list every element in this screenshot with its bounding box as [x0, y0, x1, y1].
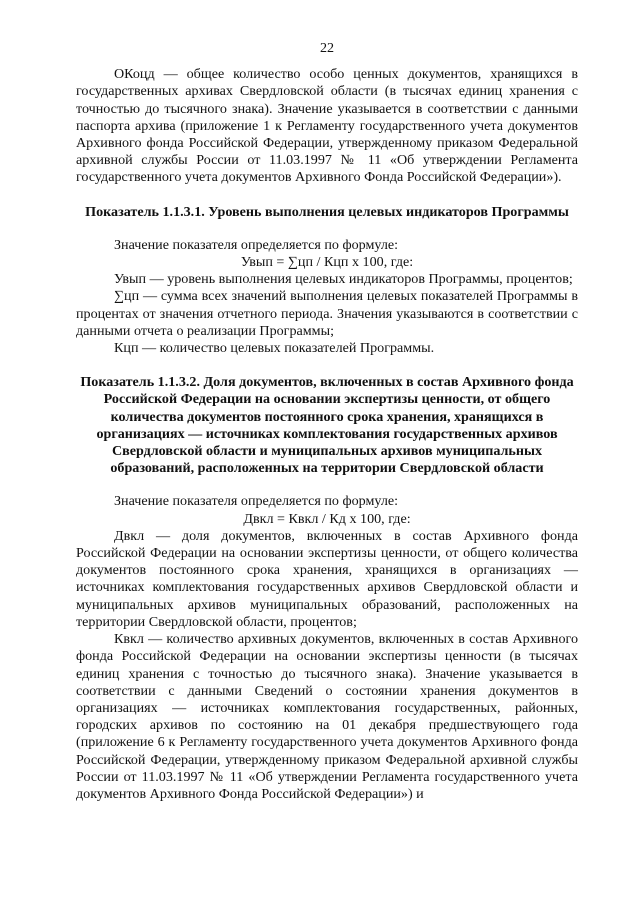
page-number: 22	[319, 40, 335, 56]
okocd-definition: ОКоцд — общее количество особо ценных документов, хранящихся в государственных архивах Свердловской области (в тысячах единиц хранения с точностью до тысячного знака). Значение указывается в соответствии с данными паспорта архива (приложение 1 к Регламенту государственного учета документов Архивного фонда Российской Федерации, утвержденному приказом Федеральной архивной службы России от 11.03.1997 № 11 «Об утверждении Регламента государственного учета документов Архивного Фонда Российской Федерации»).	[76, 66, 578, 186]
definition-dvkl: Двкл — доля документов, включенных в состав Архивного фонда Российской Федерации на основании экспертизы ценности, от общего количества документов постоянного срока хранения, хранящихся в организациях — источниках комплектования государственных архивов Свердловской области и муниципальных архивов муниципальных образований, расположенных на территории Свердловской области, процентов;	[76, 527, 578, 630]
formula-intro-2: Значение показателя определяется по формуле:	[114, 493, 399, 510]
definition-kvkl: Квкл — количество архивных документов, включенных в состав Архивного фонда Российской Федерации на основании экспертизы ценности (в тысячах единиц хранения с точностью до тысячного знака). Значение указывается в соответствии с данными Сведений о состоянии хранения документов в организациях — источниках комплектования государственных, районных, городских архивов по состоянию на 01 декабря предшествующего года (приложение 6 к Регламенту государственного учета документов Архивного фонда Российской Федерации, утвержденному приказом Федеральной архивной службы России от 11.03.1997 № 11 «Об утверждении Регламента государственного учета документов Архивного Фонда Российской Федерации») и	[76, 631, 578, 802]
definition-sum-cp: ∑цп — сумма всех значений выполнения целевых показателей Программы в процентах от значения отчетного периода. Значения указываются в соответствии с данными отчета о реализации Программы;	[76, 288, 578, 339]
formula-2: Двкл = Квкл / Кд х 100, где:	[243, 510, 411, 527]
section-heading-1-1-3-2: Показатель 1.1.3.2. Доля документов, включенных в состав Архивного фонда Российской Федерации на основании экспертизы ценности, от общего количества документов постоянного срока хранения, хранящихся в организациях — источниках комплектования государственных архивов Свердловской области и муниципальных архивов муниципальных образований, расположенных на территории Свердловской области	[80, 374, 574, 477]
section-heading-1-1-3-1: Показатель 1.1.3.1. Уровень выполнения целевых индикаторов Программы	[85, 203, 569, 220]
formula-intro-1: Значение показателя определяется по формуле:	[114, 236, 399, 253]
formula-1: Увып = ∑цп / Кцп х 100, где:	[240, 254, 414, 271]
definition-uvyp: Увып — уровень выполнения целевых индикаторов Программы, процентов;	[114, 271, 573, 288]
definition-kcp: Кцп — количество целевых показателей Программы.	[114, 340, 435, 357]
